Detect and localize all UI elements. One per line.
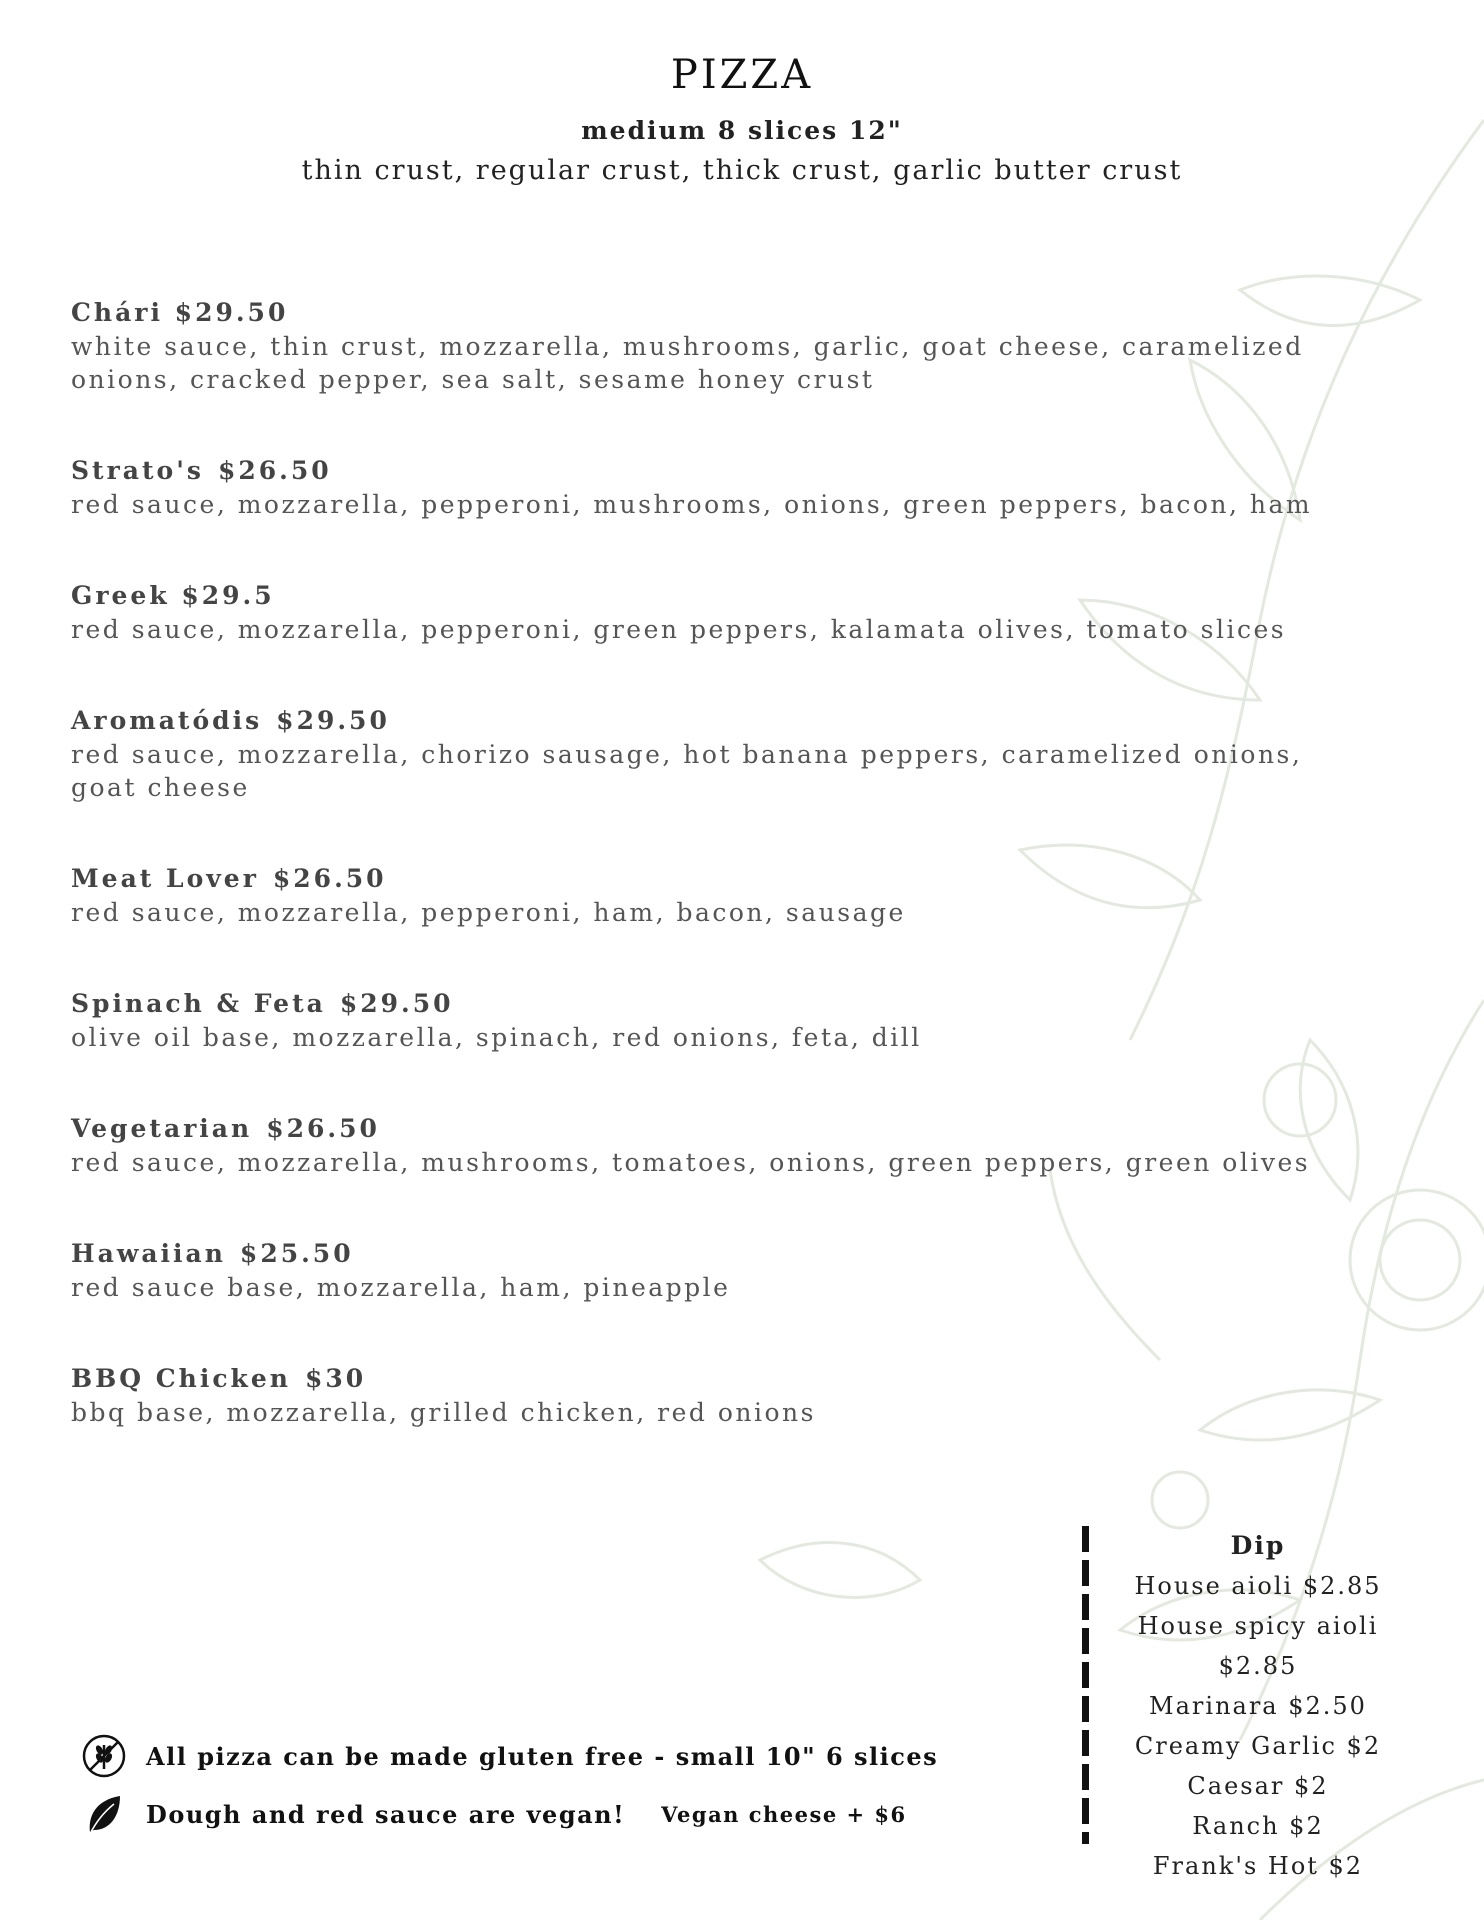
item-price: $29.50 (174, 298, 289, 327)
item-name: Vegetarian (71, 1114, 253, 1143)
wheat-icon (80, 1732, 128, 1780)
vegan-cheese-text: Vegan cheese + $6 (661, 1801, 907, 1827)
menu-item (71, 704, 1371, 804)
menu-item (71, 862, 1371, 929)
dip-section (1082, 1526, 1422, 1886)
menu-item (71, 987, 1371, 1054)
item-description: white sauce, thin crust, mozzarella, mushrooms, garlic, goat cheese, caramelized onions, cracked pepper, sea salt, sesame honey crust (71, 332, 1304, 394)
item-description: olive oil base, mozzarella, spinach, red onions, feta, dill (71, 1023, 922, 1052)
menu-item (71, 579, 1371, 646)
item-price: $25.50 (239, 1239, 354, 1268)
leaf-icon (80, 1790, 128, 1838)
dip-item: Caesar $2 (1187, 1772, 1329, 1800)
dip-item: Marinara $2.50 (1149, 1692, 1367, 1720)
dip-item: Frank's Hot $2 (1152, 1852, 1364, 1880)
vegan-text: Dough and red sauce are vegan! (146, 1799, 626, 1829)
dip-title: Dip (1230, 1531, 1286, 1560)
menu-item (71, 1237, 1371, 1304)
dashed-divider (1082, 1526, 1089, 1844)
item-price: $26.50 (266, 1114, 380, 1143)
item-name: Hawaiian (71, 1239, 226, 1268)
item-name: Aromatódis (71, 706, 263, 735)
item-price: $26.50 (217, 456, 332, 485)
vegan-note (80, 1792, 980, 1836)
pizza-list (71, 296, 1371, 1487)
menu-item (71, 1362, 1371, 1429)
dietary-notes (80, 1734, 980, 1850)
item-price: $29.50 (339, 989, 454, 1018)
gluten-free-note (80, 1734, 980, 1778)
item-name: Chári (71, 298, 163, 327)
item-name: Greek (71, 581, 170, 610)
item-name: Spinach & Feta (71, 989, 326, 1018)
item-price: $29.5 (181, 581, 275, 610)
gluten-free-text: All pizza can be made gluten free - small 10" 6 slices (146, 1741, 939, 1771)
item-description: red sauce base, mozzarella, ham, pineapple (71, 1273, 731, 1302)
item-description: bbq base, mozzarella, grilled chicken, red onions (71, 1398, 816, 1427)
item-description: red sauce, mozzarella, pepperoni, mushrooms, onions, green peppers, bacon, ham (71, 490, 1313, 519)
size-subtitle: medium 8 slices 12" (581, 116, 903, 145)
dip-item: House spicy aioli $2.85 (1137, 1612, 1379, 1680)
menu-item (71, 296, 1371, 396)
item-price: $29.50 (276, 706, 390, 735)
menu-item (71, 1112, 1371, 1179)
item-name: BBQ Chicken (71, 1364, 291, 1393)
item-price: $30 (304, 1364, 367, 1393)
page-title: PIZZA (670, 52, 814, 98)
dip-item: Creamy Garlic $2 (1134, 1732, 1382, 1760)
item-name: Strato's (71, 456, 204, 485)
crust-options: thin crust, regular crust, thick crust, garlic butter crust (301, 155, 1183, 186)
item-description: red sauce, mozzarella, chorizo sausage, hot banana peppers, caramelized onions, goat cheese (71, 740, 1303, 802)
item-description: red sauce, mozzarella, mushrooms, tomatoes, onions, green peppers, green olives (71, 1148, 1311, 1177)
menu-header (0, 52, 1484, 186)
dip-item: House aioli $2.85 (1134, 1572, 1382, 1600)
item-price: $26.50 (272, 864, 387, 893)
item-description: red sauce, mozzarella, pepperoni, ham, bacon, sausage (71, 898, 906, 927)
item-description: red sauce, mozzarella, pepperoni, green peppers, kalamata olives, tomato slices (71, 615, 1287, 644)
item-name: Meat Lover (71, 864, 259, 893)
dip-item: Ranch $2 (1192, 1812, 1324, 1840)
menu-item (71, 454, 1371, 521)
